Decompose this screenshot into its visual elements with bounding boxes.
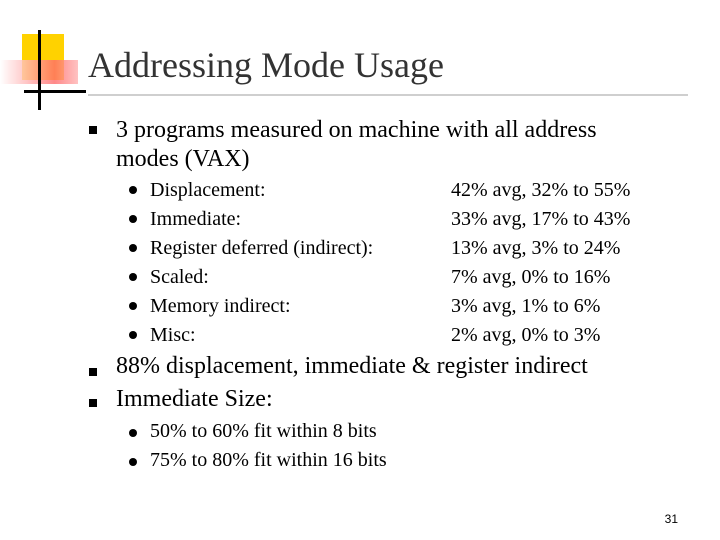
- mode-stat: 2% avg, 0% to 3%: [451, 324, 601, 346]
- round-bullet-icon: [129, 302, 137, 310]
- page-title: Addressing Mode Usage: [88, 45, 444, 85]
- mode-stat: 42% avg, 32% to 55%: [451, 179, 631, 201]
- immediate-size-item: 75% to 80% fit within 16 bits: [150, 449, 387, 471]
- round-bullet-icon: [129, 458, 137, 466]
- page-number: 31: [664, 512, 678, 526]
- mode-stat: 3% avg, 1% to 6%: [451, 295, 601, 317]
- round-bullet-icon: [129, 244, 137, 252]
- corner-horizontal-line: [24, 90, 86, 93]
- mode-stat: 33% avg, 17% to 43%: [451, 208, 631, 230]
- title-divider: [88, 94, 688, 96]
- square-bullet-icon: [89, 126, 97, 134]
- mode-name: Misc:: [150, 324, 196, 346]
- bullet-text-line1: 3 programs measured on machine with all address: [116, 117, 597, 143]
- mode-name: Register deferred (indirect):: [150, 237, 374, 259]
- bullet-text-line2: modes (VAX): [116, 146, 250, 172]
- corner-vertical-line: [38, 30, 41, 110]
- mode-name: Displacement:: [150, 179, 266, 201]
- mode-name: Scaled:: [150, 266, 209, 288]
- round-bullet-icon: [129, 331, 137, 339]
- mode-stat: 13% avg, 3% to 24%: [451, 237, 621, 259]
- square-bullet-icon: [89, 368, 97, 376]
- round-bullet-icon: [129, 186, 137, 194]
- mode-name: Immediate:: [150, 208, 242, 230]
- round-bullet-icon: [129, 429, 137, 437]
- square-bullet-icon: [89, 399, 97, 407]
- immediate-size-heading: Immediate Size:: [116, 386, 273, 412]
- immediate-size-item: 50% to 60% fit within 8 bits: [150, 420, 377, 442]
- round-bullet-icon: [129, 215, 137, 223]
- mode-name: Memory indirect:: [150, 295, 291, 317]
- round-bullet-icon: [129, 273, 137, 281]
- summary-text: 88% displacement, immediate & register indirect: [116, 353, 588, 379]
- mode-stat: 7% avg, 0% to 16%: [451, 266, 611, 288]
